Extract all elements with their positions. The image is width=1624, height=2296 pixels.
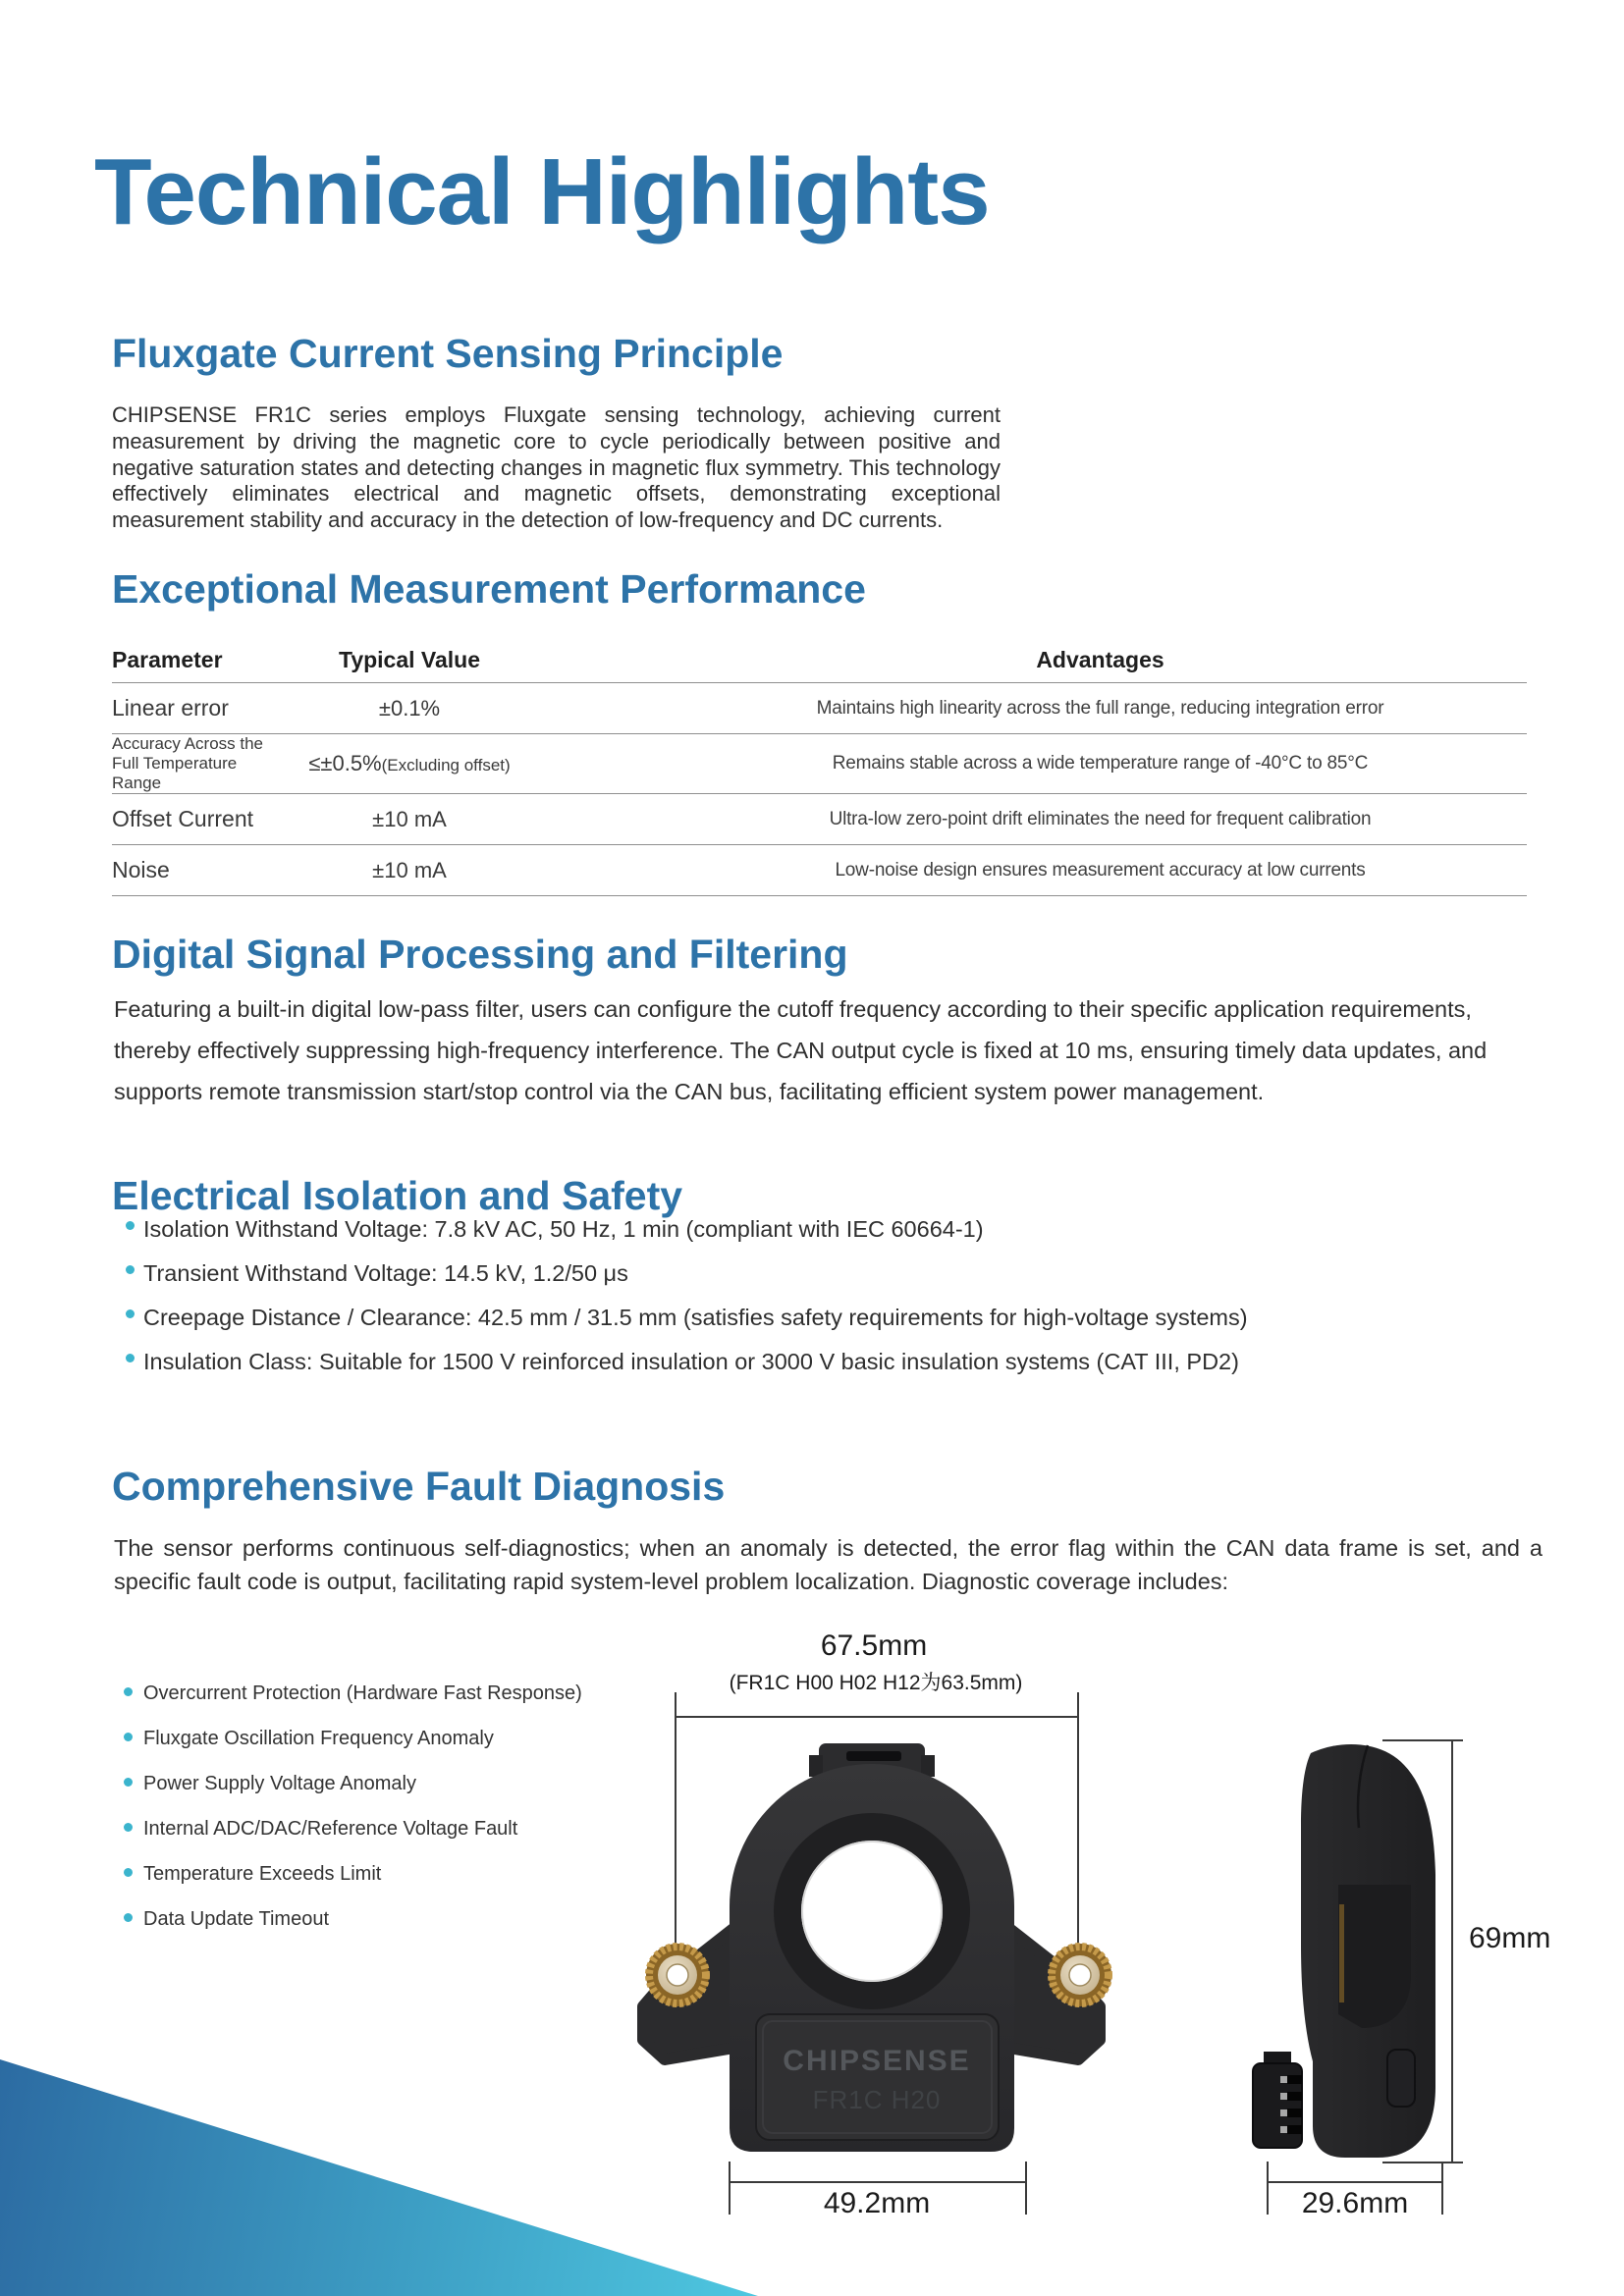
section-heading-performance: Exceptional Measurement Performance xyxy=(112,566,866,612)
bullet-text: Isolation Withstand Voltage: 7.8 kV AC, 50 Hz, 1 min (compliant with IEC 60664-1) xyxy=(143,1216,984,1242)
col-header-parameter: Parameter xyxy=(112,647,223,672)
bullet-text: Internal ADC/DAC/Reference Voltage Fault xyxy=(143,1818,518,1840)
section-heading-diagnosis: Comprehensive Fault Diagnosis xyxy=(112,1464,726,1509)
bullet-dot-icon xyxy=(124,1778,133,1787)
connector xyxy=(1253,2052,1302,2148)
cell-parameter: Offset Current xyxy=(112,806,254,832)
side-slot xyxy=(1387,2050,1415,2107)
value-text: ±0.1% xyxy=(378,695,441,721)
value-text: ±10 mA xyxy=(372,806,447,831)
dimension-tick xyxy=(1025,2162,1027,2215)
dimension-label-depth: 29.6mm xyxy=(1301,2187,1409,2219)
col-header-typical-value: Typical Value xyxy=(338,647,481,672)
bullet-text: Power Supply Voltage Anomaly xyxy=(143,1773,416,1794)
list-item xyxy=(124,1728,582,1749)
dsp-paragraph: Featuring a built-in digital low-pass filter, users can configure the cutoff frequency according to their specific application requirements, thereby effectively suppressing high-frequency interference. The CAN output cycle is fixed at 10 ms, ensuring timely data updates, and supports remote transmission start/stop control via the CAN bus, facilitating efficient system power management. xyxy=(114,996,1488,1104)
bullet-dot-icon xyxy=(126,1221,135,1230)
list-item xyxy=(126,1217,1248,1241)
brand-text: CHIPSENSE xyxy=(783,2045,971,2077)
table-row xyxy=(112,845,1527,896)
section-heading-dsp: Digital Signal Processing and Filtering xyxy=(112,932,848,977)
cell-parameter: Noise xyxy=(112,857,170,883)
fluxgate-paragraph: CHIPSENSE FR1C series employs Fluxgate sensing technology, achieving current measurement by driving the magnetic core to cycle periodically between positive and negative saturation states and detecting changes in magnetic flux symmetry. This technology effectively eliminates electrical and magnetic offsets, demonstrating exceptional measurement stability and accuracy in the detection of low-frequency and DC currents. xyxy=(112,402,1001,533)
value-text: ≤±0.5% xyxy=(308,751,382,776)
dimension-label-width-overall: 67.5mm xyxy=(820,1629,928,1662)
list-item xyxy=(124,1863,582,1885)
bullet-text: Insulation Class: Suitable for 1500 V reinforced insulation or 3000 V basic insulation systems (CAT III, PD2) xyxy=(143,1349,1239,1374)
cell-value xyxy=(281,858,538,883)
ear-edge xyxy=(1338,1885,1411,2028)
cell-value xyxy=(281,696,538,721)
bullet-text: Data Update Timeout xyxy=(143,1908,329,1930)
list-item xyxy=(124,1682,582,1704)
list-item xyxy=(126,1261,1248,1285)
bullet-dot-icon xyxy=(124,1733,133,1741)
cell-advantage: Ultra-low zero-point drift eliminates the need for frequent calibration xyxy=(829,808,1372,829)
dimension-line xyxy=(1267,2181,1443,2183)
brass-insert-icon xyxy=(646,1944,709,2006)
bullet-dot-icon xyxy=(126,1354,135,1362)
sensor-side-view-image xyxy=(1252,1737,1448,2165)
bullet-dot-icon xyxy=(126,1265,135,1274)
cell-parameter: Linear error xyxy=(112,695,229,721)
bullet-dot-icon xyxy=(124,1687,133,1696)
dimension-label-width-body: 49.2mm xyxy=(823,2187,931,2219)
section-heading-fluxgate: Fluxgate Current Sensing Principle xyxy=(112,331,784,376)
bullet-dot-icon xyxy=(124,1868,133,1877)
cell-advantage: Maintains high linearity across the full range, reducing integration error xyxy=(816,697,1384,719)
bullet-dot-icon xyxy=(126,1309,135,1318)
brass-insert-icon xyxy=(1049,1944,1111,2006)
dimension-line xyxy=(1451,1739,1453,2163)
diagnosis-bullet-list xyxy=(124,1682,582,1953)
list-item xyxy=(124,1818,582,1840)
cell-advantage: Low-noise design ensures measurement accuracy at low currents xyxy=(835,859,1366,881)
label-plate xyxy=(756,2014,999,2140)
cell-advantage: Remains stable across a wide temperature range of -40°C to 85°C xyxy=(832,753,1369,774)
list-item xyxy=(126,1306,1248,1329)
list-item xyxy=(126,1350,1248,1373)
cell-parameter: Accuracy Across the Full Temperature Range xyxy=(112,734,264,793)
page-title: Technical Highlights xyxy=(94,139,990,244)
diagnosis-paragraph: The sensor performs continuous self-diagnostics; when an anomaly is detected, the error flag within the CAN data frame is set, and a specific fault code is output, facilitating rapid system-level problem localization. Diagnostic coverage includes: xyxy=(114,1535,1543,1595)
mounting-ear-right xyxy=(1008,1928,1111,2059)
table-row xyxy=(112,734,1527,794)
section-heading-isolation: Electrical Isolation and Safety xyxy=(112,1173,683,1218)
brass-edge xyxy=(1339,1904,1344,2002)
dimension-note-variant: (FR1C H00 H02 H12为63.5mm) xyxy=(729,1672,1023,1694)
bullet-text: Temperature Exceeds Limit xyxy=(143,1863,382,1885)
bullet-text: Transient Withstand Voltage: 14.5 kV, 1.2/50 μs xyxy=(143,1260,628,1286)
bullet-text: Overcurrent Protection (Hardware Fast Response) xyxy=(143,1682,582,1704)
model-text: FR1C H20 xyxy=(812,2085,942,2114)
cell-value xyxy=(281,751,538,776)
table-row xyxy=(112,683,1527,734)
dimension-label-height: 69mm xyxy=(1469,1922,1551,1954)
value-text: ±10 mA xyxy=(372,857,447,882)
side-body xyxy=(1301,1744,1435,2158)
performance-table xyxy=(112,638,1527,896)
dimension-line xyxy=(729,2181,1027,2183)
dimension-line xyxy=(675,1716,1079,1718)
list-item xyxy=(124,1908,582,1930)
bullet-dot-icon xyxy=(124,1913,133,1922)
bullet-text: Fluxgate Oscillation Frequency Anomaly xyxy=(143,1728,494,1749)
bullet-text: Creepage Distance / Clearance: 42.5 mm / 31.5 mm (satisfies safety requirements for high-voltage systems) xyxy=(143,1305,1248,1330)
cell-value xyxy=(281,807,538,832)
isolation-bullet-list xyxy=(126,1217,1248,1394)
value-note: (Excluding offset) xyxy=(381,756,511,775)
col-header-advantages: Advantages xyxy=(1036,647,1164,672)
table-row xyxy=(112,794,1527,845)
bullet-dot-icon xyxy=(124,1823,133,1832)
dimension-tick xyxy=(729,2162,731,2215)
table-header-row xyxy=(112,638,1527,683)
mounting-ear-left xyxy=(643,1928,734,2059)
list-item xyxy=(124,1773,582,1794)
sensor-front-view-image xyxy=(628,1739,1114,2163)
